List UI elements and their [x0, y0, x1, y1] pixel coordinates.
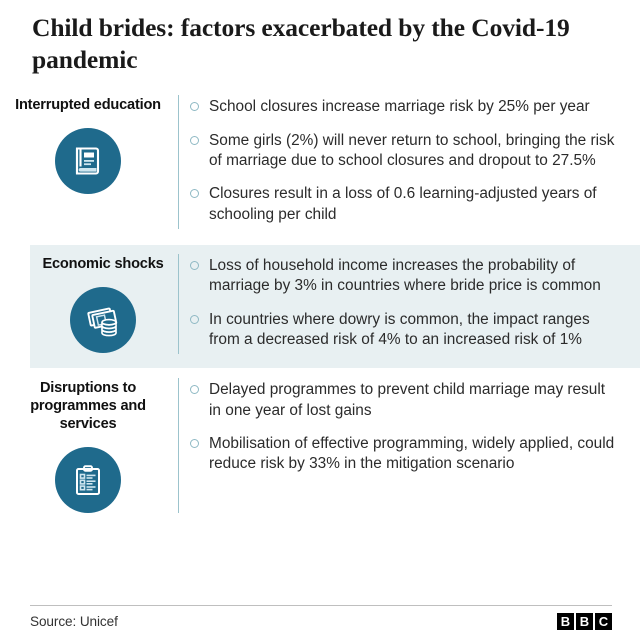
source-attribution: Source: Unicef	[30, 614, 118, 629]
list-item	[190, 310, 618, 351]
bullet-text: Mobilisation of effective programming, widely applied, could reduce risk by 33% in the mitigation scenario	[209, 434, 615, 473]
footer	[30, 605, 612, 630]
list-item	[190, 184, 616, 225]
bullet-marker-icon	[190, 136, 199, 145]
bullet-text: In countries where dowry is common, the impact ranges from a decreased risk of 4% to an increased risk of 1%	[209, 310, 590, 348]
list-item	[190, 97, 616, 117]
bullet-text: Delayed programmes to prevent child marriage may result in one year of lost gains	[209, 381, 606, 419]
bullet-list	[190, 380, 616, 474]
section-economic-shocks	[30, 245, 640, 368]
bullet-marker-icon	[190, 102, 199, 111]
section-content-column	[178, 378, 640, 512]
bullet-marker-icon	[190, 261, 199, 270]
title-block	[0, 0, 640, 76]
list-item	[190, 380, 616, 421]
section-label-column	[30, 254, 178, 353]
bullet-text: Some girls (2%) will never return to school, bringing the risk of marriage due to school closures and dropout to 27.5%	[209, 131, 615, 169]
icon-wrapper	[12, 447, 164, 513]
icon-wrapper	[12, 128, 164, 194]
sections-container	[0, 89, 640, 520]
bbc-logo-letter: B	[576, 613, 593, 630]
page-title: Child brides: factors exacerbated by the Covid-19 pandemic	[32, 13, 570, 75]
clipboard-icon	[55, 447, 121, 513]
bullet-text: School closures increase marriage risk by 25% per year	[209, 98, 590, 116]
section-heading: Economic shocks	[42, 255, 164, 272]
bullet-list	[190, 97, 616, 225]
list-item	[190, 256, 618, 297]
section-label-column	[0, 378, 178, 512]
bullet-marker-icon	[190, 315, 199, 324]
bullet-marker-icon	[190, 189, 199, 198]
bbc-logo-letter: C	[595, 613, 612, 630]
bullet-marker-icon	[190, 385, 199, 394]
bullet-marker-icon	[190, 439, 199, 448]
section-content-column	[178, 254, 640, 354]
section-heading: Interrupted education	[15, 97, 161, 114]
list-item	[190, 131, 616, 172]
section-label-column	[0, 95, 178, 194]
section-heading: Disruptions to programmes and services	[30, 380, 146, 432]
money-icon	[70, 287, 136, 353]
bullet-text: Closures result in a loss of 0.6 learning-adjusted years of schooling per child	[209, 185, 597, 223]
section-interrupted-education	[0, 89, 640, 245]
section-content-column	[178, 95, 640, 229]
book-icon	[55, 128, 121, 194]
section-disruptions-programmes-services	[0, 368, 640, 520]
list-item	[190, 434, 616, 475]
bullet-list	[190, 256, 618, 350]
bbc-logo	[557, 613, 612, 630]
icon-wrapper	[42, 287, 164, 353]
bbc-logo-letter: B	[557, 613, 574, 630]
bullet-text: Loss of household income increases the probability of marriage by 3% in countries where bride price is common	[209, 256, 601, 295]
